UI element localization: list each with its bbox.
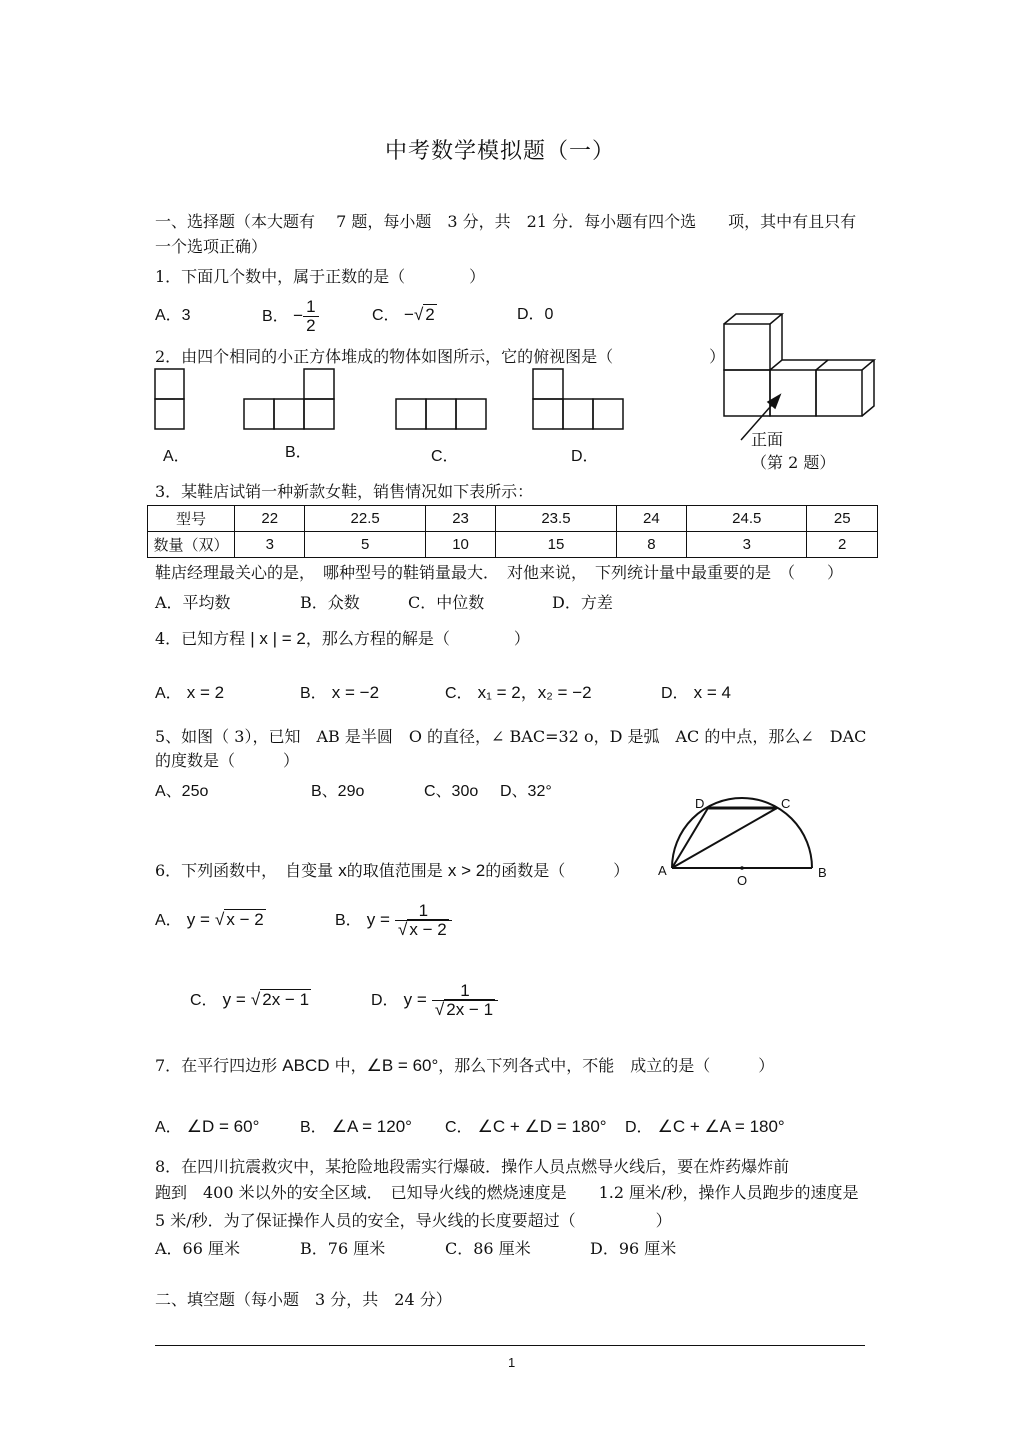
q3-stem: 3．某鞋店试销一种新款女鞋，销售情况如下表所示： bbox=[155, 482, 534, 501]
q6-variable: x bbox=[338, 861, 347, 880]
q6-option-b-lhs: y = bbox=[366, 910, 390, 929]
q8-stem-cont: 跑到 400 米以外的安全区域． 已知导火线的燃烧速度是 1.2 厘米/秒，操作人员跑步的速度是 bbox=[155, 1183, 859, 1202]
table-cell: 15 bbox=[496, 532, 616, 558]
q8-option-c: C．86 厘米 bbox=[445, 1239, 531, 1258]
q8-option-d: D．96 厘米 bbox=[590, 1239, 677, 1258]
q4-option-c-eq: x₁ = 2，x₂ = −2 bbox=[477, 683, 592, 702]
sqrt-icon: √ bbox=[215, 910, 225, 929]
q6-option-b-label: B． bbox=[335, 912, 362, 929]
q6-option-d-lhs: y = bbox=[403, 990, 427, 1009]
q3-follow-up: 鞋店经理最关心的是， 哪种型号的鞋销量最大． 对他来说， 下列统计量中最重要的是 （ ） bbox=[155, 563, 844, 582]
q7-option-a-eq: ∠D = 60° bbox=[186, 1117, 260, 1136]
sqrt-icon: √ bbox=[434, 1000, 445, 1019]
point-label-o: O bbox=[737, 873, 748, 888]
section1-heading-cont: 一个选项正确） bbox=[155, 237, 268, 256]
q6-stem bbox=[155, 861, 629, 881]
q4-equation: | x | = 2 bbox=[250, 629, 306, 648]
table-cell: 24.5 bbox=[687, 506, 807, 532]
q2-option-a: A． bbox=[163, 448, 190, 465]
q5-option-c: C、30o bbox=[424, 783, 479, 800]
page-title: 中考数学模拟题（一） bbox=[385, 139, 616, 164]
section1-heading: 一、选择题（本大题有 7 题，每小题 3 分，共 21 分．每小题有四个选 项，其中有且只有 bbox=[155, 212, 857, 231]
q1-option-c-radicand: 2 bbox=[425, 305, 435, 324]
q3-option-c: C．中位数 bbox=[408, 593, 485, 612]
q1-option-a: A．3 bbox=[155, 307, 191, 324]
q5-stem: 5、如图（ 3），已知 AB 是半圆 O 的直径，∠ BAC=32 o，D 是弧 AC 的中点，那么∠ DAC bbox=[155, 727, 867, 746]
q7-stem-post: ，那么下列各式中，不能 成立的是（ ） bbox=[438, 1056, 775, 1075]
q6-option-c-radicand: 2x − 1 bbox=[262, 990, 310, 1009]
q6-option-d-fraction bbox=[432, 982, 498, 1019]
table-cell: 3 bbox=[687, 532, 807, 558]
q6-option-d bbox=[371, 978, 498, 1023]
q6-condition: x > 2 bbox=[447, 861, 486, 880]
q8-stem-cont2: 5 米/秒．为了保证操作人员的安全，导火线的长度要超过（ ） bbox=[155, 1211, 672, 1230]
q7-option-b-label: B． bbox=[300, 1119, 327, 1136]
q7-stem-pre: 7．在平行四边形 bbox=[155, 1056, 278, 1075]
q6-option-c bbox=[190, 990, 311, 1011]
section2-heading: 二、填空题（每小题 3 分，共 24 分） bbox=[155, 1290, 452, 1309]
q4-stem-pre: 4．已知方程 bbox=[155, 629, 246, 648]
table-cell: 24 bbox=[616, 506, 686, 532]
q6-option-c-lhs: y = bbox=[222, 990, 246, 1009]
q4-option-a-eq: x = 2 bbox=[186, 683, 225, 702]
q1-option-c-label: C． bbox=[372, 307, 400, 324]
q7-option-c-eq: ∠C + ∠D = 180° bbox=[477, 1117, 607, 1136]
q2-option-c: C． bbox=[431, 448, 459, 465]
q7-condition: ∠B = 60° bbox=[366, 1056, 439, 1075]
q7-option-b bbox=[300, 1117, 412, 1138]
chord-ac bbox=[672, 808, 777, 868]
q7-option-d bbox=[625, 1117, 785, 1138]
q2-stem: 2．由四个相同的小正方体堆成的物体如图所示，它的俯视图是（ ） bbox=[155, 347, 726, 366]
q5-option-d: D、32° bbox=[500, 783, 552, 800]
q5-option-a: A、25o bbox=[155, 783, 209, 800]
q8-option-b: B．76 厘米 bbox=[300, 1239, 386, 1258]
q2-front-label: 正面 bbox=[751, 430, 784, 449]
q6-b-numerator: 1 bbox=[395, 902, 452, 921]
q8-stem: 8．在四川抗震救灾中，某抢险地段需实行爆破．操作人员点燃导火线后，要在炸药爆炸前 bbox=[155, 1157, 790, 1176]
q1-stem: 1．下面几个数中，属于正数的是（ ） bbox=[155, 267, 486, 286]
q4-option-d-eq: x = 4 bbox=[693, 683, 731, 702]
q4-option-b-eq: x = −2 bbox=[331, 683, 380, 702]
page-number: 1 bbox=[508, 1355, 516, 1370]
q8-option-a: A．66 厘米 bbox=[155, 1239, 241, 1258]
table-cell: 23 bbox=[425, 506, 495, 532]
q2-figure-caption: （第 2 题） bbox=[751, 453, 836, 472]
table-row-label: 型号 bbox=[148, 506, 235, 532]
q7-stem-mid: 中， bbox=[334, 1056, 367, 1075]
table-cell: 23.5 bbox=[496, 506, 616, 532]
q7-option-d-label: D． bbox=[625, 1119, 653, 1136]
q3-option-a: A．平均数 bbox=[155, 593, 231, 612]
chord-ad bbox=[672, 808, 708, 868]
q6-option-a-radicand: x − 2 bbox=[226, 910, 264, 929]
q1-option-b-sign: − bbox=[293, 306, 304, 325]
q6-option-c-label: C． bbox=[190, 992, 218, 1009]
q1-b-numerator: 1 bbox=[303, 298, 318, 317]
q4-option-d-label: D． bbox=[661, 685, 689, 702]
q6-b-radicand: x − 2 bbox=[409, 920, 447, 939]
q3-option-d: D．方差 bbox=[552, 593, 613, 612]
point-label-d: D bbox=[695, 796, 705, 811]
q1-option-d: D．0 bbox=[517, 306, 554, 323]
q5-stem-cont: 的度数是（ ） bbox=[155, 751, 300, 770]
q7-option-c bbox=[445, 1117, 607, 1138]
q4-option-c-label: C． bbox=[445, 685, 473, 702]
point-label-c: C bbox=[781, 796, 791, 811]
sqrt-icon: √ bbox=[398, 920, 408, 939]
q3-option-b: B．众数 bbox=[300, 593, 360, 612]
q7-option-a-label: A． bbox=[155, 1119, 182, 1136]
q2-option-d: D． bbox=[571, 448, 599, 465]
q4-stem-post: ，那么方程的解是（ ） bbox=[305, 629, 530, 648]
table-cell: 10 bbox=[425, 532, 495, 558]
q7-option-a bbox=[155, 1117, 259, 1138]
q6-option-b bbox=[335, 898, 452, 943]
table-cell: 3 bbox=[235, 532, 305, 558]
q7-option-c-label: C． bbox=[445, 1119, 473, 1136]
q6-d-radicand: 2x − 1 bbox=[446, 1000, 494, 1019]
q6-option-a-label: A． bbox=[155, 912, 182, 929]
q7-option-b-eq: ∠A = 120° bbox=[331, 1117, 412, 1136]
q7-stem bbox=[155, 1056, 774, 1076]
q1-option-c-sign: − bbox=[404, 305, 414, 324]
q1-option-b-label: B． bbox=[262, 308, 289, 325]
table-row-label: 数量（双） bbox=[148, 532, 235, 558]
q6-option-d-label: D． bbox=[371, 992, 399, 1009]
q7-abcd: ABCD bbox=[282, 1056, 330, 1075]
q6-d-numerator: 1 bbox=[432, 982, 498, 1001]
q4-option-b-label: B． bbox=[300, 685, 327, 702]
q2-option-b: B． bbox=[285, 444, 312, 461]
q6-stem-mid: 的取值范围是 bbox=[346, 861, 443, 880]
q6-stem-pre: 6．下列函数中， 自变量 bbox=[155, 861, 334, 880]
table-cell: 5 bbox=[305, 532, 425, 558]
q5-option-b: B、29o bbox=[311, 783, 365, 800]
table-cell: 22 bbox=[235, 506, 305, 532]
q4-option-a-label: A． bbox=[155, 685, 182, 702]
point-label-b: B bbox=[818, 865, 827, 880]
table-cell: 8 bbox=[616, 532, 686, 558]
q6-option-b-fraction bbox=[395, 902, 452, 939]
q1-b-denominator: 2 bbox=[306, 316, 316, 336]
q6-option-a-lhs: y = bbox=[186, 910, 210, 929]
sqrt-icon: √ bbox=[413, 305, 424, 324]
q7-option-d-eq: ∠C + ∠A = 180° bbox=[657, 1117, 785, 1136]
sqrt-icon: √ bbox=[250, 990, 261, 1009]
table-cell: 25 bbox=[807, 506, 878, 532]
footer-divider bbox=[155, 1345, 865, 1346]
table-cell: 22.5 bbox=[305, 506, 425, 532]
q6-stem-post: 的函数是（ ） bbox=[485, 861, 630, 880]
q6-option-a bbox=[155, 910, 266, 931]
center-point-o bbox=[740, 866, 744, 870]
point-label-a: A bbox=[658, 863, 667, 878]
table-cell: 2 bbox=[807, 532, 878, 558]
